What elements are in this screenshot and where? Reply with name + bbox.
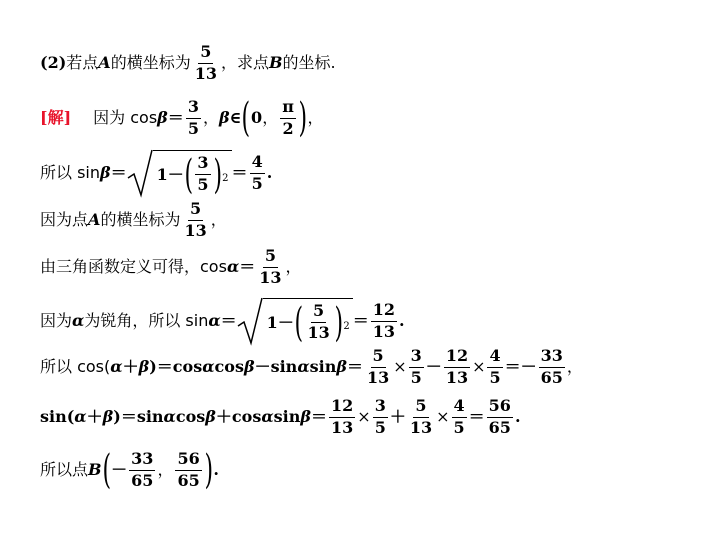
fraction: $\frac{33}{65}$ — [131, 448, 154, 490]
solution-line-5: 因为 α 为锐角，所以 sin α ＝ 1 － ( $\frac{5}{13}$ ) $^2$ ＝ $\frac{12}{13}$ . — [40, 296, 405, 346]
fraction: $\frac{33}{65}$ — [540, 346, 563, 387]
solution-line-3: 因为点 A 的横坐标为 $\frac{5}{13}$ ， — [40, 199, 227, 240]
fraction: $\frac{5}{13}$ — [366, 346, 390, 387]
solution-line-4: 由三角函数定义可得，cos α ＝ $\frac{5}{13}$ ， — [40, 246, 302, 287]
fraction: $\frac{12}{13}$ — [331, 396, 354, 437]
fraction: $\frac{5}{13}$ — [409, 396, 433, 437]
fraction: $\frac{4}{5}$ — [251, 151, 263, 193]
fraction: $\frac{3}{5}$ — [187, 96, 199, 138]
solution-line-7: sin( α ＋ β )＝sin α cos β ＋cos α sin β ＝ $\frac{12}{13}$ × $\frac{3}{5}$ ＋ $\frac{5}{13}$ × $\frac{4}{5}$ ＝ $\frac{56}{65}$ . — [40, 396, 521, 437]
fraction: $\frac{5}{13}$ — [184, 199, 207, 240]
fraction: $\frac{12}{13}$ — [372, 299, 395, 341]
solution-line-1: [解] 因为 cos β ＝ $\frac{3}{5}$ ， β ∈ ( 0 ， $\frac{\pi}{2}$ ) ， — [40, 95, 324, 141]
fraction: $\frac{4}{5}$ — [453, 396, 465, 437]
fraction: $\frac{5}{13}$ — [194, 42, 217, 83]
fraction: $\frac{3}{5}$ — [197, 153, 209, 194]
radical-sign-icon — [127, 148, 153, 198]
fraction: $\frac{\pi}{2}$ — [282, 96, 294, 138]
solution-tag: [解] — [40, 108, 72, 127]
fraction: $\frac{56}{65}$ — [177, 448, 200, 490]
fraction: $\frac{3}{5}$ — [410, 346, 422, 387]
solution-line-6: 所以 cos( α ＋ β )＝cos α cos β －sin α sin β ＝ $\frac{5}{13}$ × $\frac{3}{5}$ － $\frac{12}{13}$ × $\frac{4}{5}$ ＝－ $\frac{33}{65}$ ， — [40, 346, 583, 387]
square-root: 1 － ( $\frac{3}{5}$ ) $^2$ — [127, 148, 232, 198]
fraction: $\frac{56}{65}$ — [488, 396, 511, 437]
fraction: $\frac{5}{13}$ — [259, 246, 282, 287]
fraction: $\frac{5}{13}$ — [307, 301, 330, 342]
solution-line-2: 所以 sin β ＝ 1 － ( $\frac{3}{5}$ ) $^2$ ＝ $\frac{4}{5}$ . — [40, 148, 272, 198]
problem-number: (2) — [40, 53, 67, 73]
radical-sign-icon — [237, 296, 263, 346]
square-root: 1 － ( $\frac{5}{13}$ ) $^2$ — [237, 296, 353, 346]
problem-line: (2) 若点 A 的横坐标为 $\frac{5}{13}$ ，求点 B 的坐标. — [40, 42, 336, 83]
fraction: $\frac{12}{13}$ — [445, 346, 469, 387]
fraction: $\frac{3}{5}$ — [374, 396, 386, 437]
solution-line-8: 所以点 B ( － $\frac{33}{65}$ ， $\frac{56}{65}$ ) . — [40, 447, 219, 493]
fraction: $\frac{4}{5}$ — [489, 346, 501, 387]
